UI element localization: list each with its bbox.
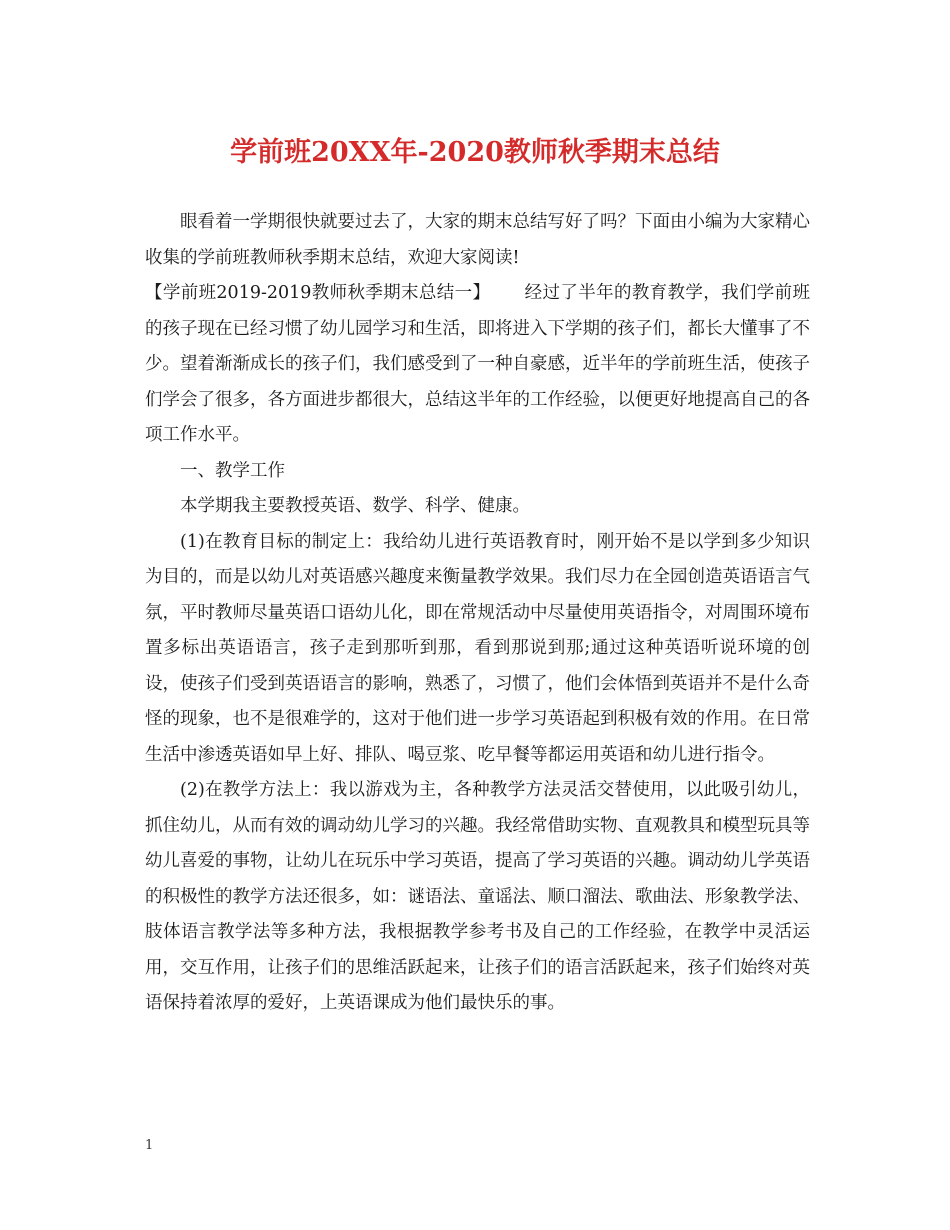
section-text: 经过了半年的教育教学，我们学前班的孩子现在已经习惯了幼儿园学习和生活，即将进入下学期的孩子们，都长大懂事了不少。望着渐渐成长的孩子们，我们感受到了一种自豪感，近半年的学前班生活，使孩子们学会了很多，各方面进步都很大，总结这半年的工作经验，以便更好地提高自己的各项工作水平。 (145, 283, 811, 445)
part-heading: 一、教学工作 (180, 460, 285, 481)
subjects-paragraph: 本学期我主要教授英语、数学、科学、健康。 (180, 496, 530, 516)
page-number: 1 (145, 1138, 154, 1153)
teaching-methods-paragraph: (2)在教学方法上：我以游戏为主，各种教学方法灵活交替使用，以此吸引幼儿，抓住幼儿，从而有效的调动幼儿学习的兴趣。我经常借助实物、直观教具和模型玩具等幼儿喜爱的事物，让幼儿在玩乐中学习英语，提高了学习英语的兴趣。调动幼儿学英语的积极性的教学方法还很多，如：谜语法、童谣法、顺口溜法、歌曲法、形象教学法、肢体语言教学法等多种方法，我根据教学参考书及自己的工作经验，在教学中灵活运用，交互作用，让孩子们的思维活跃起来，让孩子们的语言活跃起来，孩子们始终对英语保持着浓厚的爱好，上英语课成为他们最快乐的事。 (145, 780, 810, 1013)
document-title: 学前班20XX年-2020教师秋季期末总结 (230, 137, 720, 168)
document-body (145, 205, 810, 1022)
section-paragraph (145, 276, 810, 454)
intro-paragraph: 眼看着一学期很快就要过去了，大家的期末总结写好了吗？下面由小编为大家精心收集的学前班教师秋季期末总结，欢迎大家阅读! (145, 212, 810, 268)
section-heading: 【学前班2019-2019教师秋季期末总结一】 (145, 283, 491, 303)
teaching-goals-paragraph: (1)在教育目标的制定上：我给幼儿进行英语教育时，刚开始不是以学到多少知识为目的，而是以幼儿对英语感兴趣度来衡量教学效果。我们尽力在全园创造英语语言气氛，平时教师尽量英语口语幼儿化，即在常规活动中尽量使用英语指令，对周围环境布置多标出英语语言，孩子走到那听到那，看到那说到那;通过这种英语听说环境的创设，使孩子们受到英语语言的影响，熟悉了，习惯了，他们会体悟到英语并不是什么奇怪的现象，也不是很难学的，这对于他们进一步学习英语起到积极有效的作用。在日常生活中渗透英语如早上好、排队、喝豆浆、吃早餐等都运用英语和幼儿进行指令。 (145, 531, 810, 765)
